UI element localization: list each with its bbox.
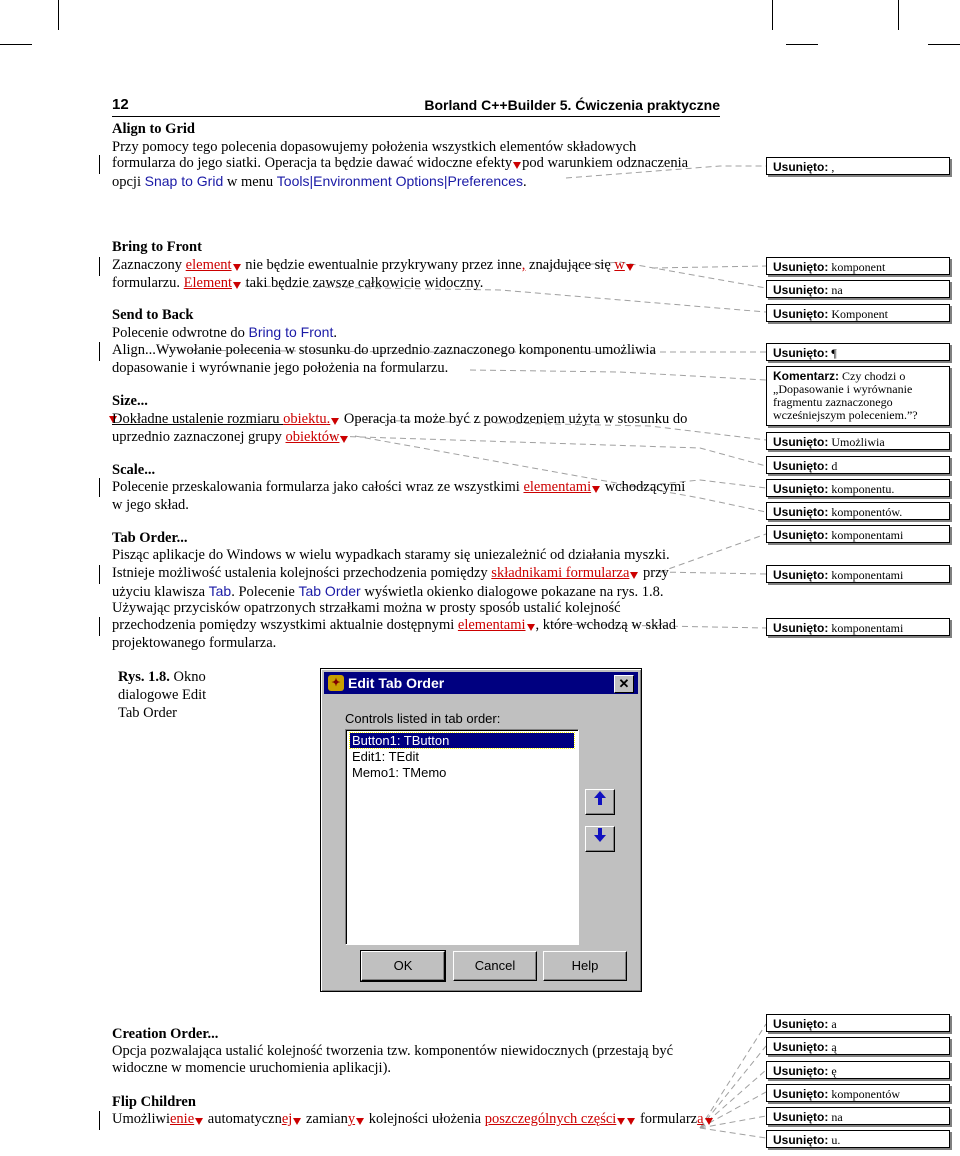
move-down-button[interactable] [585,826,615,852]
change-bar [99,565,100,584]
comment-text: „Dopasowanie i wyrównanie [773,382,913,396]
paragraph-line [112,172,527,191]
change-bar [99,257,100,276]
text-run: kolejności ułożenia [365,1111,485,1127]
change-bar [99,1111,100,1130]
heading-tab-order: Tab Order... [112,530,188,546]
paragraph-line [112,428,349,446]
balloon-text: a [831,1017,837,1031]
text-run: przy [639,565,669,581]
inserted-text: składnikami formularza [491,565,630,581]
deletion-marker-icon [195,1118,203,1125]
deletion-balloon[interactable] [766,343,950,361]
paragraph-line [112,323,337,342]
inserted-text: poszczególnych części [484,1111,617,1127]
balloon-label: Usunięto: [773,435,829,449]
paragraph-line: widoczne w momencie uruchomienia aplikacji). [112,1060,392,1076]
balloon-text: komponentami [831,528,904,542]
paragraph-line [112,274,483,292]
deletion-marker-icon [356,1118,364,1125]
text-run: Polecenie odwrotne do [112,325,249,341]
deletion-balloon[interactable] [766,1130,950,1148]
text-run: pod warunkiem odznaczenia [522,155,689,171]
heading-flip-children: Flip Children [112,1094,196,1110]
paragraph-line: w jego skład. [112,497,189,513]
help-button[interactable]: Help [543,951,627,981]
balloon-label: Usunięto: [773,482,829,496]
balloon-label: Usunięto: [773,459,829,473]
deletion-balloon[interactable] [766,1107,950,1125]
inserted-text: , [521,257,526,273]
text-run: formularz [636,1111,698,1127]
balloon-label: Usunięto: [773,307,829,321]
header-rule [112,116,720,117]
text-run: znajdujące się [525,257,615,273]
deletion-marker-icon [293,1118,301,1125]
deletion-marker-icon [331,418,339,425]
balloon-label: Usunięto: [773,346,829,360]
paragraph-line [112,1110,714,1128]
paragraph-line: Opcja pozwalająca ustalić kolejność tworzenia tzw. komponentów niewidocznych (przestają być [112,1043,674,1059]
comment-text: fragmentu zaznaczonego [773,395,893,409]
text-run: Zaznaczony [112,257,186,273]
text-run: dialogowe Edit [118,687,207,703]
paragraph-line [112,564,669,582]
dialog-titlebar[interactable] [324,672,638,694]
deletion-balloon[interactable] [766,280,950,298]
text-run: taki będzie zawsze całkowicie widoczny. [242,275,484,291]
balloon-text: Komponent [831,307,889,321]
comment-text: Czy chodzi o [842,369,906,383]
paragraph-line [112,478,685,496]
balloon-text: komponentami [831,621,904,635]
text-run: Umożliwi [112,1111,170,1127]
inserted-text: elementami [457,617,526,633]
text-run: Tab Order [118,705,177,721]
balloon-label: Usunięto: [773,1064,829,1078]
deletion-balloon[interactable] [766,257,950,275]
list-item[interactable]: Edit1: TEdit [352,749,419,764]
deletion-balloon[interactable] [766,479,950,497]
cancel-button[interactable]: Cancel [453,951,537,981]
paragraph-line [112,154,688,172]
balloon-text: , [831,160,835,174]
deletion-marker-icon [617,1118,625,1125]
text-run: wyświetla okienko dialogowe pokazane na rys. 1.8. [360,584,664,600]
text-run: Align... [112,342,156,358]
paragraph-line [112,616,676,634]
paragraph-line: dopasowanie i wyrównanie jego położenia na formularzu. [112,360,449,376]
text-run: nie będzie ewentualnie przykrywany przez inne [241,257,522,273]
text-run: . [522,174,527,190]
text-run: opcji [112,174,145,190]
balloon-label: Usunięto: [773,1040,829,1054]
change-bar [99,478,100,497]
text-run: zamian [302,1111,348,1127]
heading-size: Size... [112,393,148,409]
ok-button[interactable]: OK [361,951,445,981]
inserted-text: a [697,1111,704,1127]
move-up-button[interactable] [585,789,615,815]
list-item[interactable]: Memo1: TMemo [352,765,447,780]
text-run: uprzednio zaznaczonej grupy [112,429,286,445]
menu-reference: Tools|Environment Options|Preferences [276,173,523,189]
figure-label: Rys. 1.8. [118,669,170,685]
inserted-text: Element [183,275,232,291]
deletion-marker-icon [233,282,241,289]
paragraph-line [112,341,656,359]
comment-text: wcześniejszym poleceniem.”? [773,408,918,422]
tab-order-listbox[interactable] [345,729,579,945]
balloon-text: d [831,459,838,473]
balloon-label: Usunięto: [773,160,829,174]
balloon-label: Usunięto: [773,621,829,635]
deletion-balloon[interactable] [766,304,950,322]
inserted-text: obiektu [283,411,327,427]
deletion-marker-icon [340,436,348,443]
balloon-text: komponentów. [831,505,903,519]
balloon-label: Usunięto: [773,505,829,519]
balloon-label: Usunięto: [773,283,829,297]
inserted-text: obiektów [285,429,340,445]
change-bar [99,155,100,174]
arrow-down-icon [593,827,607,843]
menu-reference: Snap to Grid [144,173,224,189]
deletion-balloon[interactable] [766,525,950,543]
balloon-text: ¶ [831,346,837,360]
comment-label: Komentarz: [773,369,840,383]
paragraph-line: Przy pomocy tego polecenia dopasowujemy położenia wszystkich elementów składowych [112,139,637,155]
text-run: , które wchodzą w skład [535,617,677,633]
paragraph-line: Pisząc aplikacje do Windows w wielu wypadkach staramy się uniezależnić od działania myszki. [112,547,670,563]
heading-creation-order: Creation Order... [112,1026,219,1042]
text-run: w menu [223,174,277,190]
balloon-label: Usunięto: [773,1110,829,1124]
text-run: Istnieje możliwość ustalenia kolejności przechodzenia pomiędzy [112,565,492,581]
inserted-text: enie [170,1111,195,1127]
figure-caption [118,668,206,722]
inserted-text: ej [281,1111,293,1127]
deletion-marker-icon [627,1118,635,1125]
heading-scale: Scale... [112,462,156,478]
text-run: wchodzącymi [601,479,686,495]
deletion-balloon[interactable] [766,502,950,520]
deletion-balloon[interactable] [766,565,950,583]
balloon-text: komponentami [831,568,904,582]
deletion-balloon[interactable] [766,1037,950,1055]
menu-reference: Bring to Front [248,324,334,340]
deletion-balloon[interactable] [766,157,950,175]
text-run: Okno [169,669,206,685]
inserted-text: . [326,411,331,427]
text-run: Operacja ta może być z powodzeniem użyta w stosunku do [340,411,688,427]
inserted-text: elementami [523,479,592,495]
paragraph-line [112,410,687,428]
inserted-text: y [347,1111,356,1127]
deletion-balloon[interactable] [766,432,950,450]
text-run: . Polecenie [231,584,299,600]
paragraph-line: Używając przycisków opatrzonych strzałkami można w prosty sposób ustalić kolejność [112,600,621,616]
balloon-label: Usunięto: [773,1017,829,1031]
arrow-up-icon [593,790,607,806]
inserted-text: w [614,257,625,273]
deletion-marker-icon [630,572,638,579]
deletion-marker-icon [233,264,241,271]
deletion-balloon[interactable] [766,1014,950,1032]
deletion-marker-icon [592,486,600,493]
balloon-label: Usunięto: [773,568,829,582]
controls-list-label: Controls listed in tab order: [345,711,501,726]
text-run: użyciu klawisza [112,584,209,600]
text-run: automatyczn [204,1111,282,1127]
deletion-marker-icon [527,624,535,631]
deletion-balloon[interactable] [766,1061,950,1079]
heading-send-to-back: Send to Back [112,307,194,323]
balloon-text: ę [831,1064,837,1078]
change-bar [99,617,100,636]
deletion-balloon[interactable] [766,618,950,636]
balloon-label: Usunięto: [773,1133,829,1147]
close-icon[interactable]: ✕ [614,675,634,693]
balloon-label: Usunięto: [773,528,829,542]
text-run: przechodzenia pomiędzy wszystkimi aktualnie dostępnymi [112,617,458,633]
page-number: 12 [112,96,129,113]
list-item[interactable]: Button1: TButton [350,733,574,748]
balloon-text: Umożliwia [831,435,885,449]
text-run: Polecenie przeskalowania formularza jako całości wraz ze wszystkimi [112,479,524,495]
balloon-label: Usunięto: [773,1087,829,1101]
inserted-text: element [185,257,232,273]
deletion-marker-icon [513,162,521,169]
deletion-marker-icon [626,264,634,271]
paragraph-line: projektowanego formularza. [112,635,277,651]
balloon-text: komponentów [831,1087,901,1101]
dialog-title: Edit Tab Order [348,675,445,691]
balloon-text: na [831,1110,843,1124]
edit-tab-order-dialog [320,668,642,992]
text-run: . [333,325,337,341]
running-header: Borland C++Builder 5. Ćwiczenia praktyczne [424,97,720,113]
text-run: formularzu. [112,275,184,291]
deletion-balloon[interactable] [766,456,950,474]
change-bar [99,342,100,361]
heading-align-to-grid: Align to Grid [112,121,195,137]
builder-app-icon: ✦ [328,675,344,691]
balloon-text: ą [831,1040,837,1054]
text-run: Wywołanie polecenia w stosunku do uprzednio zaznaczonego komponentu umożliwia [155,342,656,358]
comment-balloon[interactable] [766,366,950,426]
heading-bring-to-front: Bring to Front [112,239,202,255]
paragraph-line [112,256,635,274]
text-run: formularza do jego siatki. Operacja ta będzie dawać widoczne efekty [112,155,513,171]
balloon-text: komponentu. [831,482,895,496]
menu-reference: Tab Order [298,583,361,599]
menu-reference: Tab [208,583,232,599]
balloon-text: komponent [831,260,886,274]
deletion-balloon[interactable] [766,1084,950,1102]
text-run: Dokładne ustalenie rozmiaru [112,411,284,427]
balloon-text: na [831,283,843,297]
deletion-marker-icon [705,1118,713,1125]
balloon-label: Usunięto: [773,260,829,274]
balloon-text: u. [831,1133,841,1147]
